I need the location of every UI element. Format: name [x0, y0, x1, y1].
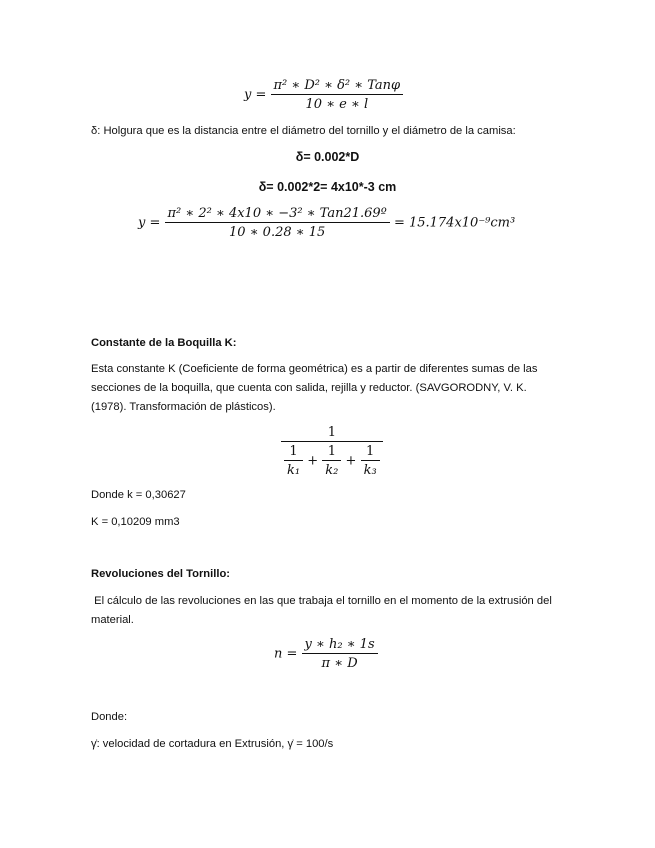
donde-label: Donde:: [91, 711, 128, 723]
revoluciones-paragraph: El cálculo de las revoluciones en las que trabaja el tornillo en el momento de la extrusión del material.: [91, 595, 555, 626]
donde-k-line: Donde k = 0,30627: [91, 489, 186, 501]
equation-lhs: y =: [138, 215, 161, 231]
equation-y-general: [244, 78, 403, 112]
section-heading-boquilla: Constante de la Boquilla K:: [91, 337, 237, 349]
delta-equation-2: δ= 0.002*2= 4x10*-3 cm: [258, 180, 397, 194]
equation-fraction: [271, 78, 404, 112]
equation-fraction: [302, 637, 378, 671]
equation-fraction: [281, 425, 383, 478]
k1-denominator: k₁: [284, 460, 303, 478]
boquilla-paragraph: Esta constante K (Coeficiente de forma geométrica) es a partir de diferentes sumas de las secciones de la boquilla, que cuenta con salida, rejilla y reductor. (SAVGORODNY, V. K. (1978). Transformación de plásticos).: [91, 363, 538, 413]
equation-lhs: n =: [274, 646, 298, 662]
equation-denominator: [281, 441, 383, 478]
plus-sign: +: [307, 453, 319, 469]
equation-lhs: y =: [244, 87, 267, 103]
equation-denominator: 10 ∗ e ∗ l: [271, 94, 404, 112]
equation-n: [274, 637, 378, 671]
k3-fraction: [361, 444, 380, 478]
equation-denominator: π ∗ D: [302, 653, 378, 671]
k1-numerator: 1: [289, 444, 298, 459]
k1-fraction: [284, 444, 303, 478]
gamma-line: γ̇: velocidad de cortadura en Extrusión, γ̇ = 100/s: [91, 738, 334, 750]
equation-denominator: 10 ∗ 0.28 ∗ 15: [165, 222, 390, 240]
k2-fraction: [322, 444, 341, 478]
k2-numerator: 1: [327, 444, 336, 459]
delta-equation-1: δ= 0.002*D: [295, 150, 360, 164]
k3-denominator: k₃: [361, 460, 380, 478]
k3-numerator: 1: [365, 444, 375, 459]
equation-result: = 15.174x10⁻⁹cm³: [393, 215, 516, 231]
delta-definition: δ: Holgura que es la distancia entre el diámetro del tornillo y el diámetro de la camisa:: [91, 125, 516, 137]
k-value-line: K = 0,10209 mm3: [91, 516, 180, 528]
equation-numerator: 1: [327, 425, 336, 440]
k2-denominator: k₂: [322, 460, 341, 478]
equation-numerator: π² ∗ D² ∗ δ² ∗ Tanφ: [273, 78, 401, 93]
section-heading-revoluciones: Revoluciones del Tornillo:: [91, 568, 231, 580]
equation-boquilla-k: [281, 425, 383, 478]
equation-numerator: y ∗ h₂ ∗ 1s: [304, 637, 375, 652]
plus-sign: +: [345, 453, 357, 469]
equation-y-numeric: [138, 206, 515, 240]
equation-fraction: [165, 206, 390, 240]
equation-numerator: π² ∗ 2² ∗ 4x10 ∗ −3² ∗ Tan21.69º: [167, 206, 387, 221]
